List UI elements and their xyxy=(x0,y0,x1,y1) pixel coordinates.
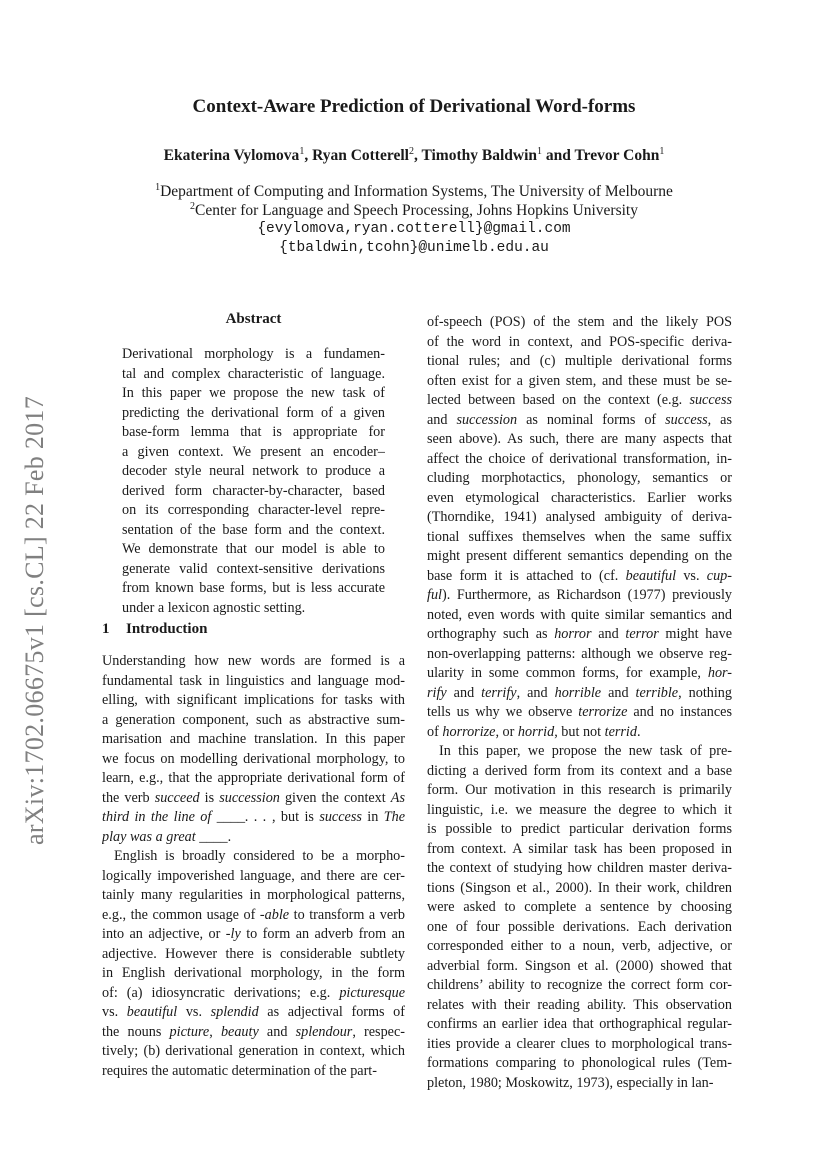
text-line: (Thorndike, 1941) analysed ambiguity of deriva- xyxy=(427,509,732,525)
text-line: marisation and machine translation. In this paper xyxy=(102,731,405,747)
text-line: In this paper, we propose the new task of pre- xyxy=(439,743,732,759)
text-line: Derivational morphology is a fundamen- xyxy=(122,346,385,362)
author-list xyxy=(0,146,828,165)
text-line: affect the choice of derivational transformation, in- xyxy=(427,450,732,467)
email-unimelb: {tbaldwin,tcohn}@unimelb.edu.au xyxy=(279,240,549,256)
arxiv-identifier-stamp: arXiv:1702.06675v1 [cs.CL] 22 Feb 2017 xyxy=(20,395,49,845)
text-line: play was a great ____. xyxy=(102,828,232,845)
text-line: tainly many regularities in morphological patterns, xyxy=(102,887,405,903)
text-line: on its corresponding character-level repre- xyxy=(122,502,385,518)
section-heading-introduction xyxy=(102,621,207,638)
text-line: We demonstrate that our model is able to xyxy=(122,541,385,557)
paper-title: Context-Aware Prediction of Derivational Word-forms xyxy=(192,96,636,117)
text-line: from context. A similar task has been proposed in xyxy=(427,840,732,857)
text-line: requires the automatic determination of the part- xyxy=(102,1062,377,1079)
author-affiliation-marker: 1 xyxy=(299,146,305,157)
text-line: cluding morphotactics, phonology, semantics or xyxy=(427,470,732,486)
text-line: tively; (b) derivational generation in context, which xyxy=(102,1043,405,1059)
text-line: form. Our motivation in this research is primarily xyxy=(427,782,732,798)
text-line: in English derivational morphology, in the form xyxy=(102,965,405,981)
text-line: of-speech (POS) of the stem and the likely POS xyxy=(427,314,732,330)
author-name: Ekaterina Vylomova xyxy=(163,147,300,165)
text-line: seen above). As such, there are many aspects that xyxy=(427,431,732,447)
text-line: decoder style neural network to produce a xyxy=(122,463,385,479)
paragraph xyxy=(427,742,732,1093)
abstract-body xyxy=(122,345,385,618)
text-line: base-form lemma that is appropriate for xyxy=(122,424,385,440)
text-line: childrens’ ability to recognize the correct form cor- xyxy=(427,977,732,993)
text-line: Understanding how new words are formed is a xyxy=(102,653,405,669)
text-line: the verb succeed is succession given the context As xyxy=(102,789,405,806)
text-line: might present different semantics depending on the xyxy=(427,548,732,564)
text-line: derived form character-by-character, based xyxy=(122,482,385,499)
text-line: In this paper we propose the new task of xyxy=(122,385,385,401)
text-line: dicting a derived form from its context and a base xyxy=(427,762,732,779)
text-line: sentation of the base form and the context. xyxy=(122,521,385,538)
text-line: logically impoverished language, and there are cer- xyxy=(102,867,405,884)
text-line: tional suffixes themselves when the same suffix xyxy=(427,528,732,545)
author-name: Ryan Cotterell xyxy=(312,147,409,165)
text-line: noted, even words with quite similar semantics and xyxy=(427,606,732,623)
text-line: into an adjective, or -ly to form an adverb from an xyxy=(102,926,405,942)
email-melbourne-gmail: {evylomova,ryan.cotterell}@gmail.com xyxy=(257,221,571,237)
author-separator: and xyxy=(542,147,575,165)
text-line: the context of studying how children master deriva- xyxy=(427,860,732,876)
text-line: linguistic, i.e. we measure the degree to which it xyxy=(427,801,732,818)
text-line: a given context. We present an encoder– xyxy=(122,443,385,460)
text-line: we focus on modelling derivational morphology, to xyxy=(102,750,405,767)
affiliation-2-text: Center for Language and Speech Processing, Johns Hopkins University xyxy=(195,202,638,220)
right-column-body xyxy=(427,313,732,1093)
author-separator: , xyxy=(413,147,422,165)
text-line: ities provide a clearer clues to morphological trans- xyxy=(427,1035,732,1052)
left-column-body xyxy=(102,652,405,1081)
text-line: often exist for a given stem, and these must be se- xyxy=(427,372,732,389)
paragraph xyxy=(102,652,405,847)
author-name: Timothy Baldwin xyxy=(421,147,538,165)
text-line: were asked to complete a sentence by choosing xyxy=(427,899,732,915)
text-line: even etymological characteristics. Earlier works xyxy=(427,489,732,506)
text-line: corresponded either to a noun, verb, adjective, or xyxy=(427,938,732,954)
text-line: vs. beautiful vs. splendid as adjectival forms of xyxy=(102,1004,405,1020)
text-line: tional rules; and (c) multiple derivational forms xyxy=(427,353,732,369)
text-line: of the word in context, and POS-specific deriva- xyxy=(427,333,732,350)
text-line: one of four possible derivations. Each derivation xyxy=(427,918,732,935)
text-line: tions (Singson et al., 2000). In their work, children xyxy=(427,879,732,896)
text-line: adjective. However there is considerable subtlety xyxy=(102,945,405,962)
affiliation-1-text: Department of Computing and Information Systems, The University of Melbourne xyxy=(160,183,673,201)
affiliation-2 xyxy=(0,201,828,220)
author-separator: , xyxy=(304,147,313,165)
paragraph xyxy=(102,847,405,1081)
text-line: elling, with significant implications for tasks with xyxy=(102,692,405,708)
author-affiliation-marker: 1 xyxy=(537,146,543,157)
text-line: generate valid context-sensitive derivations xyxy=(122,560,385,577)
text-line: lected between based on the context (e.g. success xyxy=(427,392,732,408)
text-line: orthography such as horror and terror might have xyxy=(427,626,732,642)
text-line: pleton, 1980; Moskowitz, 1973), especially in lan- xyxy=(427,1074,714,1091)
text-line: learn, e.g., that the appropriate derivational form of xyxy=(102,770,405,786)
text-line: under a lexicon agnostic setting. xyxy=(122,599,306,616)
section-title: Introduction xyxy=(126,621,208,637)
paragraph xyxy=(427,313,732,742)
text-line: e.g., the common usage of -able to transform a verb xyxy=(102,906,405,923)
text-line: fundamental task in linguistics and language mod- xyxy=(102,672,405,689)
text-line: non-overlapping patterns: although we observe reg- xyxy=(427,645,732,662)
text-line: ful). Furthermore, as Richardson (1977) previously xyxy=(427,587,732,603)
text-line: from known base forms, but is less accurate xyxy=(122,580,385,596)
text-line: formations comparing to phonological rules (Tem- xyxy=(427,1055,732,1071)
text-line: of horrorize, or horrid, but not terrid. xyxy=(427,723,641,740)
text-line: tells us why we observe terrorize and no instances xyxy=(427,704,732,720)
text-line: third in the line of ____. . . , but is success in The xyxy=(102,809,405,825)
text-line: English is broadly considered to be a morpho- xyxy=(114,848,405,864)
text-line: the nouns picture, beauty and splendour, respec- xyxy=(102,1023,405,1040)
text-line: of: (a) idiosyncratic derivations; e.g. picturesque xyxy=(102,984,405,1001)
text-line: tal and complex characteristic of language. xyxy=(122,365,385,382)
text-line: rify and terrify, and horrible and terrible, nothing xyxy=(427,684,732,701)
text-line: adverbial form. Singson et al. (2000) showed that xyxy=(427,957,732,974)
text-line: a generation component, such as abstractive sum- xyxy=(102,711,405,728)
text-line: and succession as nominal forms of success, as xyxy=(427,411,732,428)
author-affiliation-marker: 1 xyxy=(659,146,665,157)
text-line: is possible to predict particular derivation forms xyxy=(427,821,732,837)
section-number: 1 xyxy=(102,621,110,637)
affiliation-2-marker: 2 xyxy=(190,201,196,212)
text-line: ularity in some common forms, for example, hor- xyxy=(427,665,732,681)
affiliation-1-marker: 1 xyxy=(155,182,161,193)
author-affiliation-marker: 2 xyxy=(408,146,414,157)
text-line: confirms an earlier idea that orthographical regular- xyxy=(427,1016,732,1032)
text-line: relates with their reading ability. This observation xyxy=(427,996,732,1013)
author-name: Trevor Cohn xyxy=(574,147,660,165)
abstract-heading: Abstract xyxy=(225,311,282,327)
text-line: base form it is attached to (cf. beautiful vs. cup- xyxy=(427,567,732,584)
affiliation-1 xyxy=(0,182,828,201)
text-line: predicting the derivational form of a given xyxy=(122,404,385,421)
